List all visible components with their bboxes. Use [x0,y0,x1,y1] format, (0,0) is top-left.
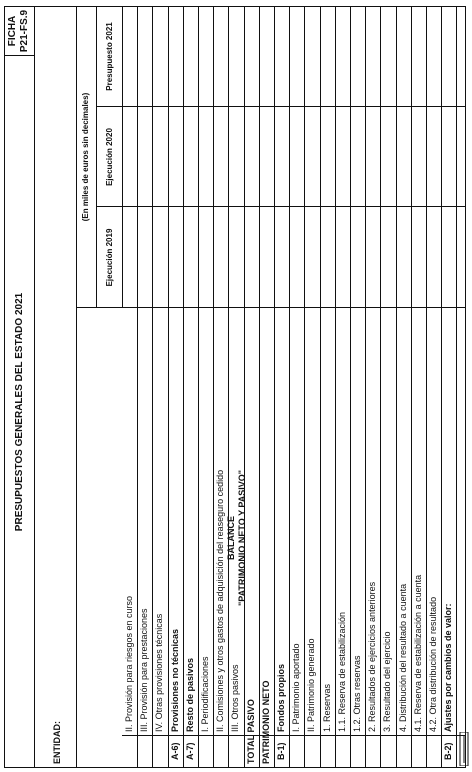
col-header-2021: Presupuesto 2021 [105,22,114,91]
table-row [382,0,397,772]
row-label: III. Otros pasivos [230,664,241,732]
table-row [215,0,230,772]
ficha-label: FICHA [7,15,18,47]
row-code: A-6) [169,742,180,760]
row-label: 1.2. Otras reservas [352,655,362,732]
units-note: (En miles de euros sin decimales) [81,92,90,222]
entidad-label: ENTIDAD: [52,721,62,764]
row-label: Resto de pasivos [184,657,195,732]
row-label: II. Comisiones y otros gastos de adquisición del reaseguro cedido [215,469,226,732]
header-bottom-divider [122,6,123,308]
row-label: III. Provisión para prestaciones [139,608,150,732]
row-label: 3. Resultado del ejercicio [382,631,393,732]
row-code: A-7) [184,742,195,760]
col-header-2019: Ejecución 2019 [105,228,114,287]
balance-subtitle: "PATRIMONIO NETO Y PASIVO" [237,469,247,607]
row-code: B-2) [443,742,454,760]
row-label: 1.1. Reserva de estabilización [336,611,347,732]
table-row [367,0,382,772]
balance-title: BALANCE [226,516,236,560]
col-header-2020: Ejecución 2020 [105,128,114,186]
row-label: 4.2. Otra distribución de resultado [428,596,438,732]
row-label: 1. Reservas [321,683,332,732]
print-mark-icon [459,732,469,766]
table-row [413,0,428,772]
entidad-divider [76,6,77,768]
row-label: TOTAL PASIVO [245,699,256,764]
table-row [306,0,321,772]
table-row [428,0,443,772]
row-code: B-1) [276,742,286,760]
table-row [185,0,200,772]
row-label: II. Provisión para riesgos en curso [124,595,134,732]
row-label: Provisiones no técnicas [169,628,180,732]
table-row [291,0,306,772]
table-row [170,0,185,772]
table-row [337,0,352,772]
table-row [230,0,245,772]
table-row [246,0,261,772]
title-divider [34,6,35,768]
table-row [443,0,458,772]
row-label: PATRIMONIO NETO [260,680,271,764]
table-row [139,0,154,772]
row-label: 4. Distribución del resultado a cuenta [397,583,408,732]
ficha-code: P21-FS.9 [19,9,30,53]
row-label: II. Patrimonio generado [306,638,317,732]
table-row [154,0,169,772]
row-label: Ajustes por cambios de valor: [443,603,454,732]
table-row [124,0,139,772]
row-label: Fondos propios [276,664,286,732]
row-label: IV. Otras provisiones técnicas [154,613,165,732]
code-column-divider [122,735,466,736]
table-row [276,0,291,772]
row-label: 4.1. Reserva de estabilización a cuenta [412,574,423,732]
units-divider [96,6,97,308]
page-title: PRESUPUESTOS GENERALES DEL ESTADO 2021 [14,292,25,532]
row-label: I. Periodificaciones [200,656,210,732]
table-row [398,0,413,772]
table-row [261,0,276,772]
table-row [322,0,337,772]
table-row [200,0,215,772]
row-label: 2. Resultados de ejercicios anteriores [367,581,378,732]
row-label: I. Patrimonio aportado [291,643,302,732]
table-row [352,0,367,772]
